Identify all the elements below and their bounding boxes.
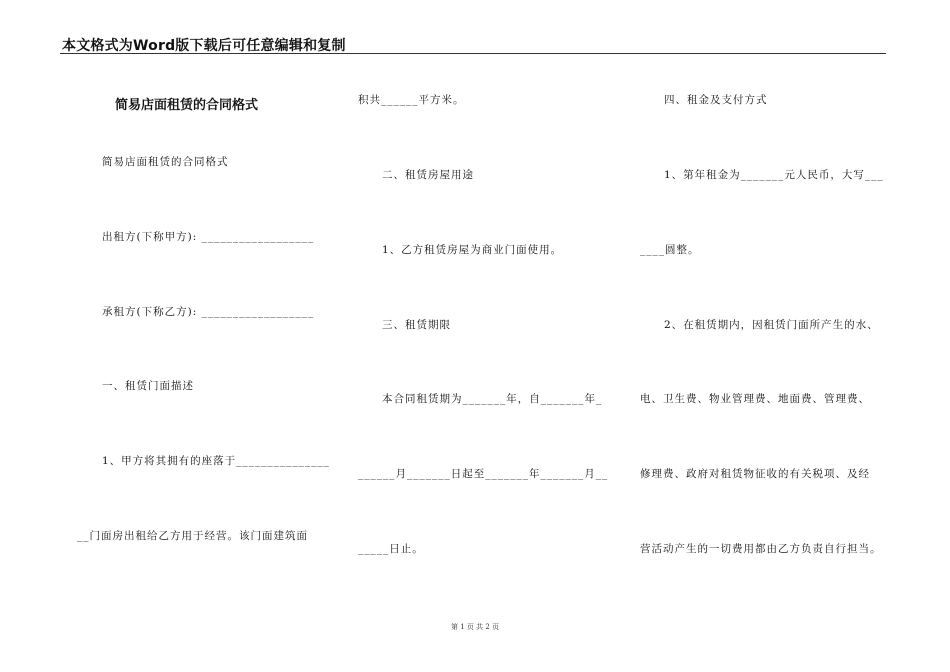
document-title: 简易店面租赁的合同格式 (115, 98, 259, 113)
col2-line-3: 1、乙方租赁房屋为商业门面使用。 (382, 244, 563, 256)
page-number: 第 1 页 共 2 页 (450, 623, 500, 631)
col2-line-6: ______月_______日起至_______年_______月__ (358, 468, 609, 480)
col1-line-1: 简易店面租赁的合同格式 (102, 156, 229, 168)
col3-line-1: 四、租金及支付方式 (664, 94, 768, 106)
col2-line-2: 二、租赁房屋用途 (382, 169, 474, 181)
col1-line-6: __门面房出租给乙方用于经营。该门面建筑面 (77, 530, 308, 542)
header-title: 本文格式为Word版下载后可任意编辑和复制 (62, 38, 346, 54)
col3-line-7: 营活动产生的一切费用都由乙方负责自行担当。 (640, 543, 882, 555)
col1-line-3: 承租方(下称乙方): __________________ (102, 306, 315, 318)
col3-line-4: 2、在租赁期内，因租赁门面所产生的水、 (664, 319, 879, 331)
col2-line-7: _____日止。 (358, 543, 424, 555)
header-divider (60, 53, 886, 54)
col2-line-4: 三、租赁期限 (382, 319, 451, 331)
col1-line-4: 一、租赁门面描述 (102, 380, 194, 392)
col3-line-5: 电、卫生费、物业管理费、地面费、管理费、 (640, 393, 870, 405)
col1-line-2: 出租方(下称甲方): __________________ (102, 231, 315, 243)
col3-line-6: 修理费、政府对租赁物征收的有关税项、及经 (640, 468, 870, 480)
col2-line-5: 本合同租赁期为_______年，自_______年_ (382, 393, 603, 405)
col2-line-1: 积共______平方米。 (358, 94, 465, 106)
col3-line-2: 1、第年租金为_______元人民币，大写___ (664, 169, 884, 181)
col3-line-3: ____圆整。 (640, 244, 700, 256)
col1-line-5: 1、甲方将其拥有的座落于_______________ (102, 455, 330, 467)
